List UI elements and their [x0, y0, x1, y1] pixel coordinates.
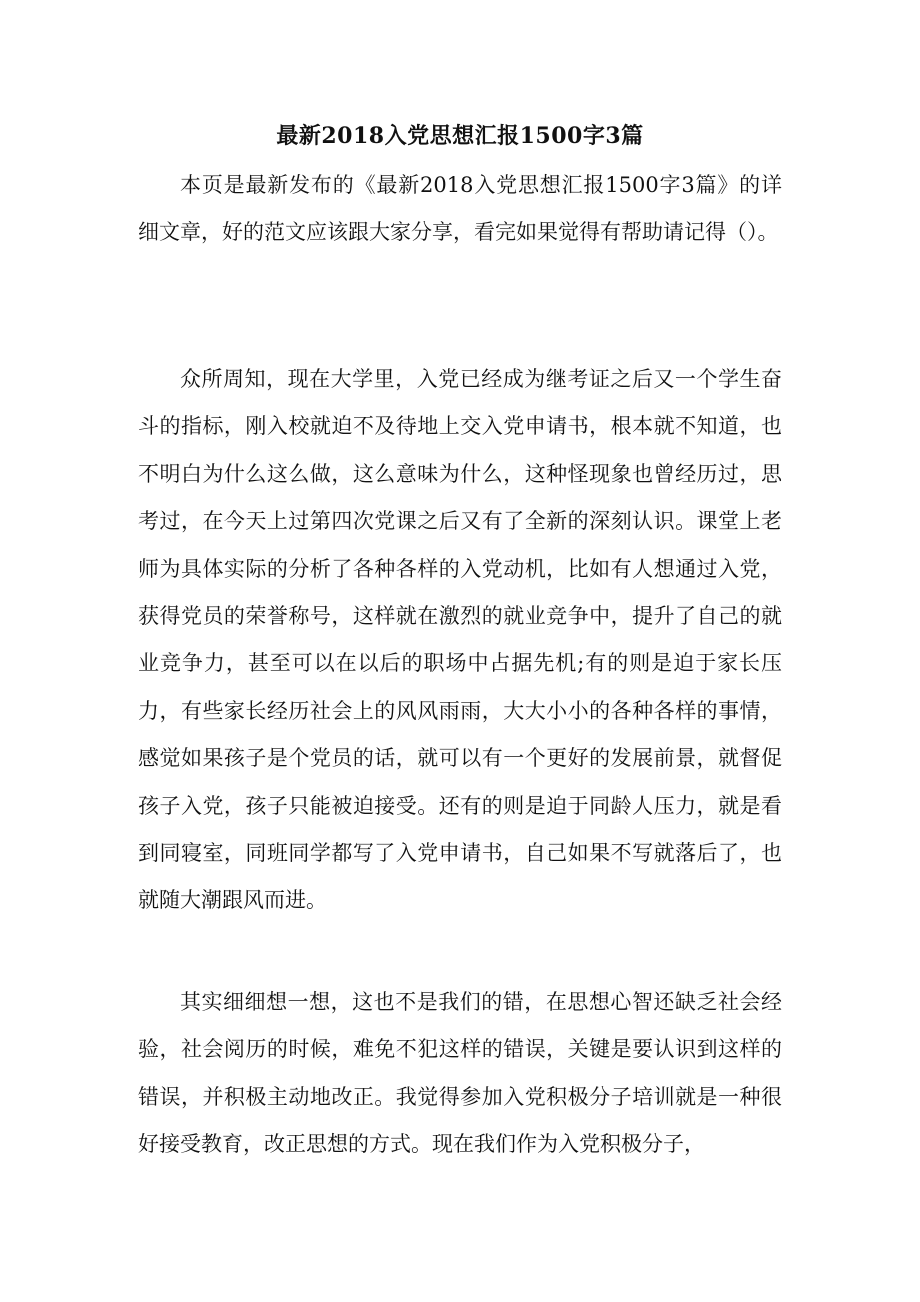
document-title: 最新2018入党思想汇报1500字3篇	[276, 123, 644, 149]
intro-paragraph: 本页是最新发布的《最新2018入党思想汇报1500字3篇》的详细文章，好的范文应该跟大家分享，看完如果觉得有帮助请记得（）。	[138, 173, 782, 245]
body-paragraph-1: 众所周知，现在大学里，入党已经成为继考证之后又一个学生奋斗的指标，刚入校就迫不及待地上交入党申请书，根本就不知道，也不明白为什么这么做，这么意味为什么，这种怪现象也曾经历过，思考过，在今天上过第四次党课之后又有了全新的深刻认识。课堂上老师为具体实际的分析了各种各样的入党动机，比如有人想通过入党，获得党员的荣誉称号，这样就在激烈的就业竞争中，提升了自己的就业竞争力，甚至可以在以后的职场中占据先机;有的则是迫于家长压力，有些家长经历社会上的风风雨雨，大大小小的各种各样的事情，感觉如果孩子是个党员的话，就可以有一个更好的发展前景，就督促孩子入党，孩子只能被迫接受。还有的则是迫于同龄人压力，就是看到同寝室，同班同学都写了入党申请书，自己如果不写就落后了，也就随大潮跟风而进。	[138, 367, 782, 913]
body-paragraph-2: 其实细细想一想，这也不是我们的错，在思想心智还缺乏社会经验，社会阅历的时候，难免不犯这样的错误，关键是要认识到这样的错误，并积极主动地改正。我觉得参加入党积极分子培训就是一种很好接受教育，改正思想的方式。现在我们作为入党积极分子，	[138, 990, 782, 1157]
